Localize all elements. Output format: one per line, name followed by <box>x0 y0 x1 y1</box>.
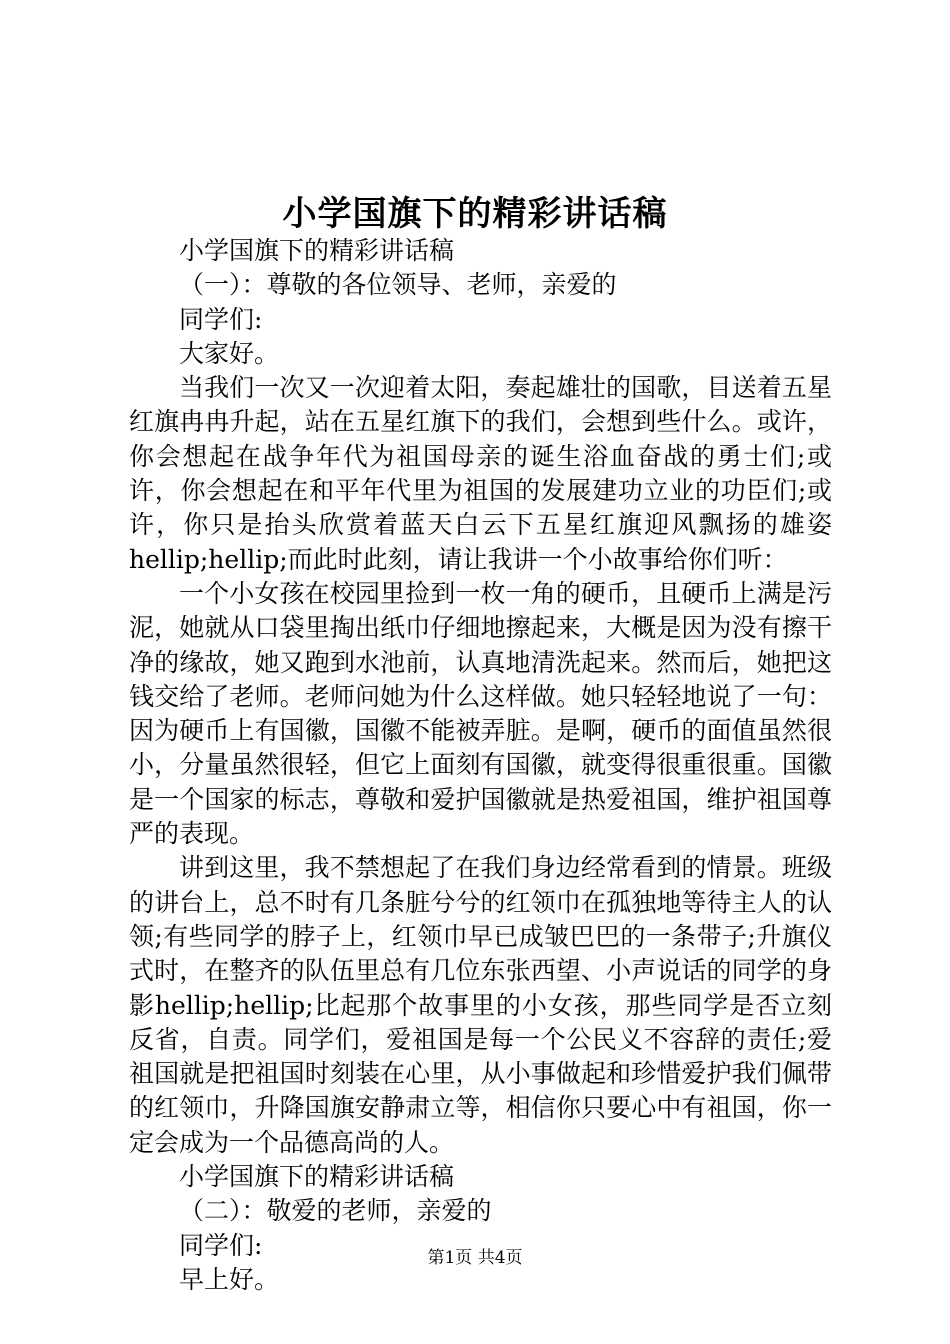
document-title: 小学国旗下的精彩讲话稿 <box>282 194 668 234</box>
paragraph: 早上好。 <box>179 1264 280 1294</box>
paragraph: 同学们: <box>179 304 263 334</box>
paragraph: 一个小女孩在校园里捡到一枚一角的硬币，且硬币上满是污泥，她就从口袋里掏出纸巾仔细地擦起来，大概是因为没有擦干净的缘故，她又跑到水池前，认真地清洗起来。然而后，她把这钱交给了老师。老师问她为什么这样做。她只轻轻地说了一句：因为硬币上有国徽，国徽不能被弄脏。是啊，硬币的面值虽然很小，分量虽然很轻，但它上面刻有国徽，就变得很重很重。国徽是一个国家的标志，尊敬和爱护国徽就是热爱祖国，维护祖国尊严的表现。 <box>129 578 832 849</box>
paragraph: 同学们: <box>179 1230 263 1260</box>
document-body <box>129 234 832 1297</box>
paragraph: 小学国旗下的精彩讲话稿 <box>179 1162 455 1192</box>
paragraph: （一）：尊敬的各位领导、老师，亲爱的 <box>179 270 617 300</box>
paragraph: （二）：敬爱的老师，亲爱的 <box>179 1196 492 1226</box>
page-footer: 第1页 共4页 <box>427 1248 523 1268</box>
paragraph: 当我们一次又一次迎着太阳，奏起雄壮的国歌，目送着五星红旗冉冉升起，站在五星红旗下的我们，会想到些什么。或许，你会想起在战争年代为祖国母亲的诞生浴血奋战的勇士们;或许，你会想起在和平年代里为祖国的发展建功立业的功臣们;或许，你只是抬头欣赏着蓝天白云下五星红旗迎风飘扬的雄姿hellip;hellip;而此时此刻，请让我讲一个小故事给你们听： <box>129 373 832 574</box>
paragraph: 讲到这里，我不禁想起了在我们身边经常看到的情景。班级的讲台上，总不时有几条脏兮兮的红领巾在孤独地等待主人的认领;有些同学的脖子上，红领巾早已成皱巴巴的一条带子;升旗仪式时，在整齐的队伍里总有几位东张西望、小声说话的同学的身影hellip;hellip;比起那个故事里的小女孩，那些同学是否立刻反省，自责。同学们，爱祖国是每一个公民义不容辞的责任;爱祖国就是把祖国时刻装在心里，从小事做起和珍惜爱护我们佩带的红领巾，升降国旗安静肃立等，相信你只要心中有祖国，你一定会成为一个品德高尚的人。 <box>129 853 832 1157</box>
paragraph: 大家好。 <box>179 338 280 368</box>
paragraph: 小学国旗下的精彩讲话稿 <box>179 236 455 265</box>
